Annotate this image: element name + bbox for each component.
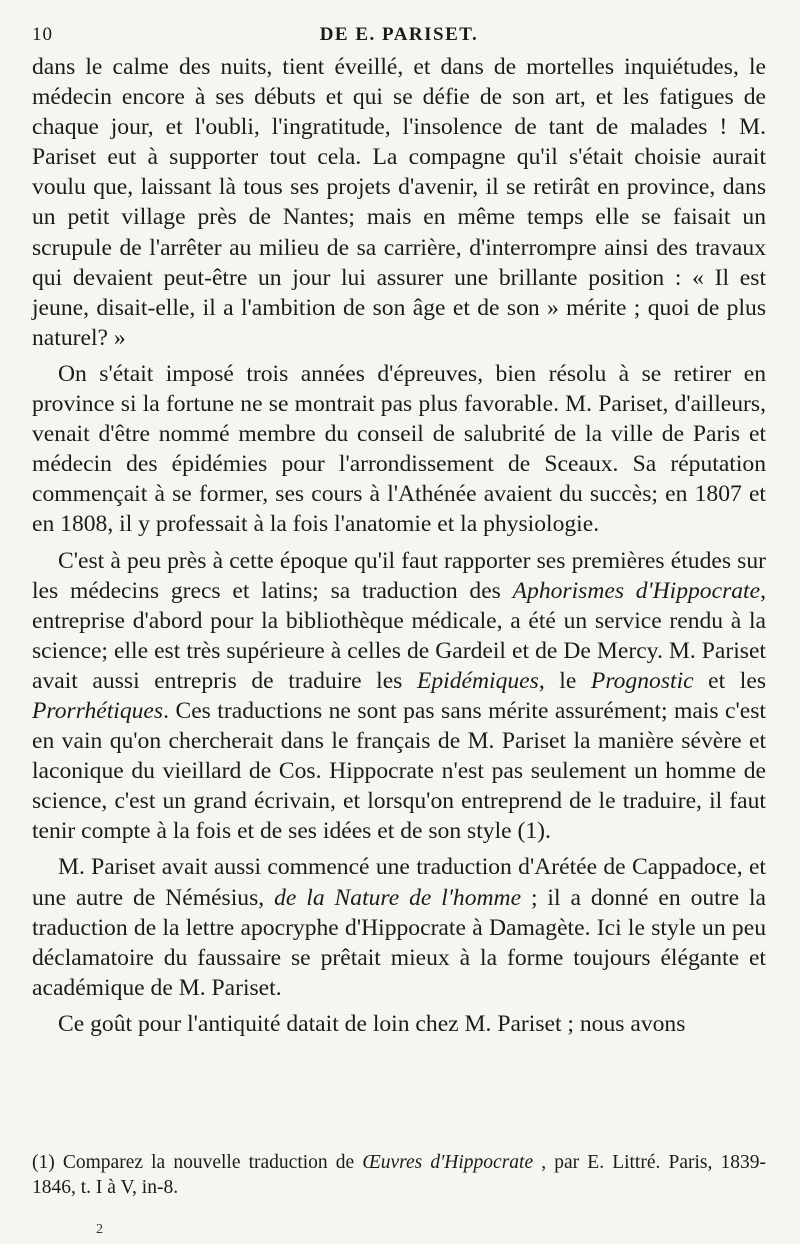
italic-title-prognostic: Prognostic [590, 667, 694, 694]
footnote-text: Comparez la nouvelle traduction de [54, 1152, 363, 1173]
paragraph-3-text: et les [693, 667, 766, 694]
paragraph-4-text: M. Pariset avait aussi commencé une traduction d'Arétée de Cappadoce, et une autre de Némésius, [32, 854, 766, 911]
paragraph-3-text: , le [538, 667, 591, 694]
italic-title-prorrhetiques: Prorrhétiques [32, 697, 164, 724]
footnote-italic-title: Œuvres d'Hippocrate [362, 1152, 534, 1173]
paragraph-5: Ce goût pour l'antiquité datait de loin chez M. Pariset ; nous avons [58, 1010, 686, 1037]
italic-title-nature-homme: de la Nature de l'homme [274, 884, 522, 911]
footnote-marker: (1) [32, 1152, 55, 1173]
paragraph-3 [32, 546, 766, 847]
paragraph-4-text: ; il a donné en outre la traduction de la lettre apocryphe d'Hippocrate à Damagète. Ici le style un peu déclamatoire du faussaire se prêtait mieux à la forme toujours élégante et académique de M. Pariset. [32, 884, 766, 1001]
italic-title-aphorismes: Aphorismes d'Hippocrate [512, 577, 761, 604]
paragraph-3-text: . Ces traductions ne sont pas sans mérite assurément; mais c'est en vain qu'on chercherait dans le français de M. Pariset la manière sévère et laconique du vieillard de Cos. Hippocrate n'est pas seulement un homme de science, c'est un grand écrivain, et lorsqu'on entreprend de le traduire, il faut tenir compte à la fois et de ses idées et de son style (1). [32, 697, 766, 845]
paragraph-3-text: , entreprise d'abord pour la bibliothèque médicale, a été un service rendu à la science; elle est très supérieure à celles de Gardeil et de De Mercy. M. Pariset avait aussi entrepris de traduire les [32, 577, 766, 694]
page-number: 10 [32, 24, 53, 45]
paragraph-2: On s'était imposé trois années d'épreuves, bien résolu à se retirer en province si la fortune ne se montrait pas plus favorable. M. Pariset, d'ailleurs, venait d'être nommé membre du conseil de salubrité de la ville de Paris et médecin des épidémies pour l'arrondissement de Sceaux. Sa réputation commençait à se former, ses cours à l'Athénée avaient du succès; en 1807 et en 1808, il y professait à la fois l'anatomie et la physiologie. [32, 360, 766, 538]
signature-mark: 2 [96, 1222, 103, 1237]
running-title: DE E. PARISET. [319, 24, 479, 45]
running-header [32, 18, 766, 52]
paragraph-1: dans le calme des nuits, tient éveillé, et dans de mortelles inquiétudes, le médecin encore à ses débuts et qui se défie de son art, et les fatigues de chaque jour, et l'oubli, l'ingratitude, l'insolence de tant de malades ! M. Pariset eut à supporter tout cela. La compagne qu'il s'était choisie aurait voulu que, laissant là tous ses projets d'avenir, il se retirât en province, dans un petit village près de Nantes; mais en même temps elle se faisait un scrupule de l'arrêter au milieu de sa carrière, d'interrompre ainsi des travaux qui devaient peut-être un jour lui assurer une brillante position : « Il est jeune, disait-elle, il a l'ambition de son âge et de son » mérite ; quoi de plus naturel? » [32, 54, 766, 351]
paragraph-4 [32, 852, 766, 1002]
italic-title-epidemiques: Epidémiques [416, 667, 539, 694]
paragraph-3-text: C'est à peu près à cette époque qu'il faut rapporter ses premières études sur les médecins grecs et latins; sa traduction des [32, 547, 766, 604]
footnote [32, 1150, 766, 1200]
footnote-text: , par E. Littré. Paris, 1839-1846, t. I à V, in-8. [32, 1152, 766, 1198]
body-text [32, 52, 766, 1039]
